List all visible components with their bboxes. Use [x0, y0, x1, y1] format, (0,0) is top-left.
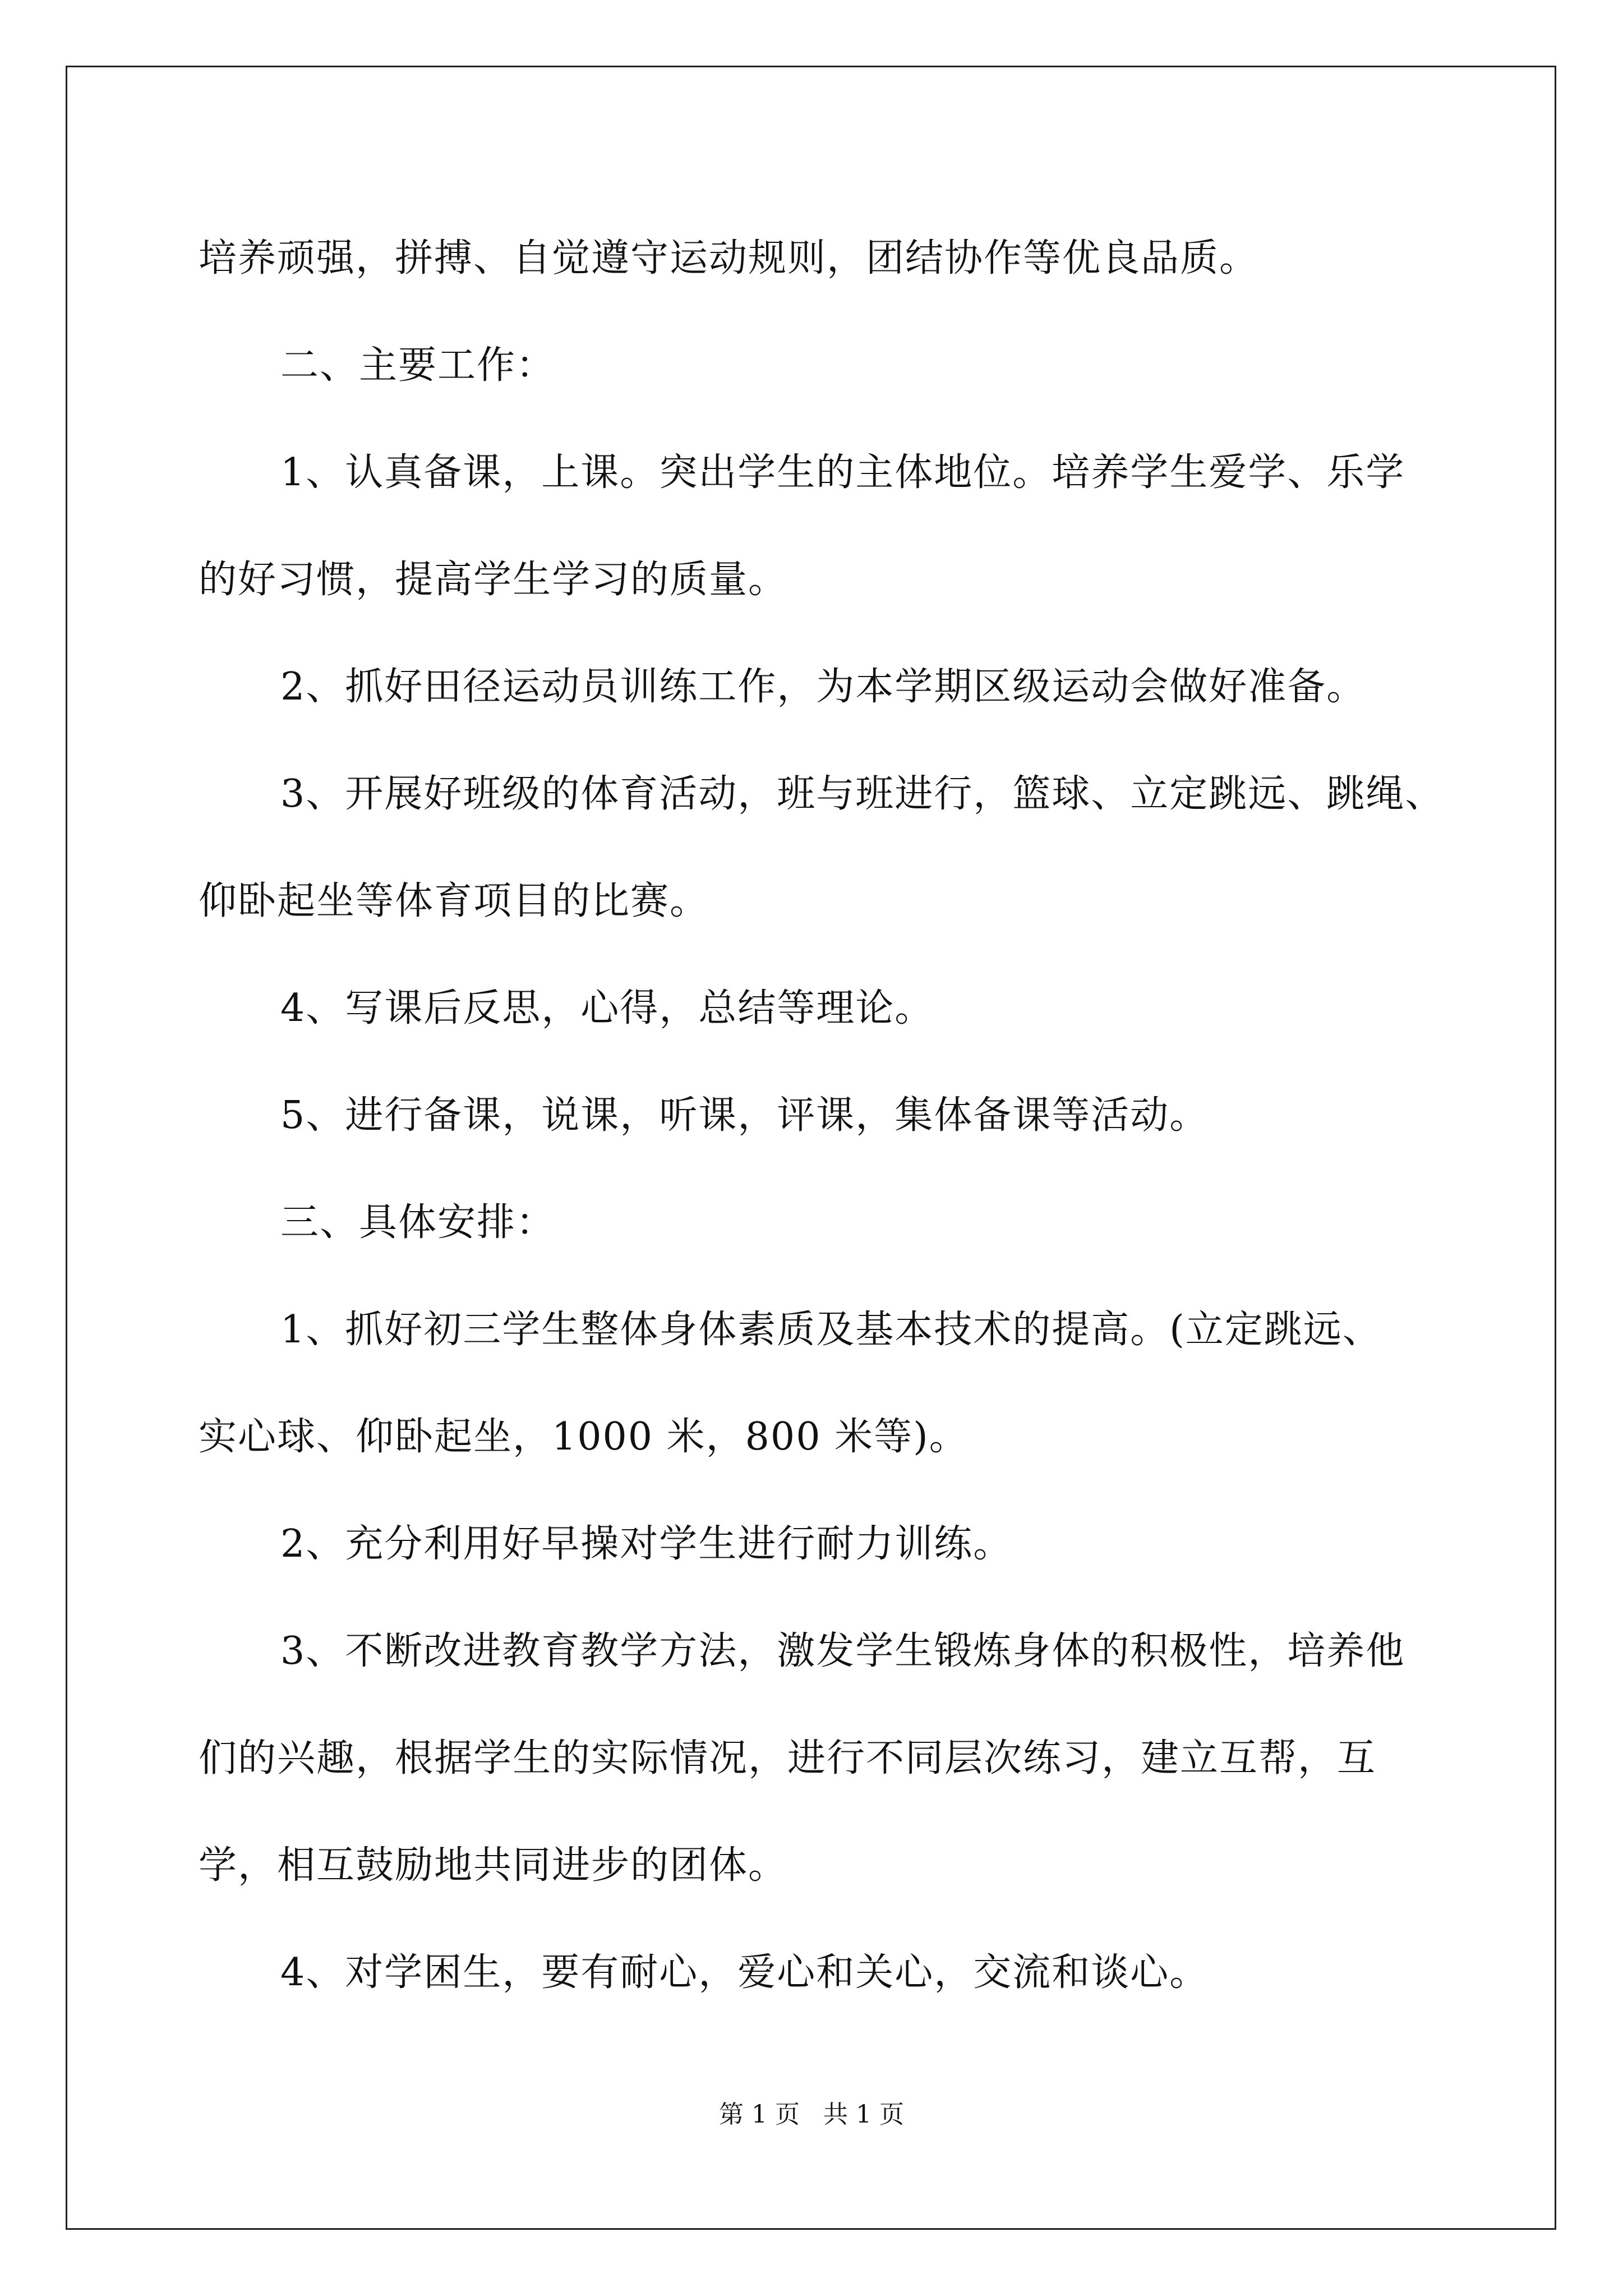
text-line: 学，相互鼓励地共同进步的团体。 [199, 1843, 788, 1888]
text-line: 二、主要工作： [280, 343, 556, 388]
text-line: 2、充分利用好早操对学生进行耐力训练。 [280, 1522, 1013, 1566]
text-line: 1、认真备课，上课。突出学生的主体地位。培养学生爱学、乐学 [280, 450, 1405, 495]
text-line: 4、对学困生，要有耐心，爱心和关心，交流和谈心。 [280, 1950, 1209, 1995]
text-line: 4、写课后反思，心得，总结等理论。 [280, 986, 934, 1030]
page-total: 共 1 页 [823, 2100, 904, 2129]
text-line: 的好习惯，提高学生学习的质量。 [199, 558, 788, 602]
text-line: 们的兴趣，根据学生的实际情况，进行不同层次练习，建立互帮，互 [199, 1736, 1377, 1780]
page-footer [0, 2098, 1623, 2132]
text-line: 三、具体安排： [280, 1200, 556, 1245]
text-line: 仰卧起坐等体育项目的比赛。 [199, 879, 709, 923]
text-line: 3、开展好班级的体育活动，班与班进行，篮球、立定跳远、跳绳、 [280, 772, 1445, 816]
text-line: 2、抓好田径运动员训练工作，为本学期区级运动会做好准备。 [280, 665, 1366, 709]
text-line: 3、不断改进教育教学方法，激发学生锻炼身体的积极性，培养他 [280, 1629, 1405, 1673]
text-line: 5、进行备课，说课，听课，评课，集体备课等活动。 [280, 1093, 1209, 1138]
text-line: 实心球、仰卧起坐，1000 米，800 米等)。 [199, 1415, 969, 1459]
text-line: 1、抓好初三学生整体身体素质及基本技术的提高。(立定跳远、 [280, 1308, 1382, 1352]
document-body [199, 205, 1445, 2026]
text-line: 培养顽强，拼搏、自觉遵守运动规则，团结协作等优良品质。 [199, 236, 1259, 280]
page-number: 第 1 页 [719, 2100, 800, 2129]
